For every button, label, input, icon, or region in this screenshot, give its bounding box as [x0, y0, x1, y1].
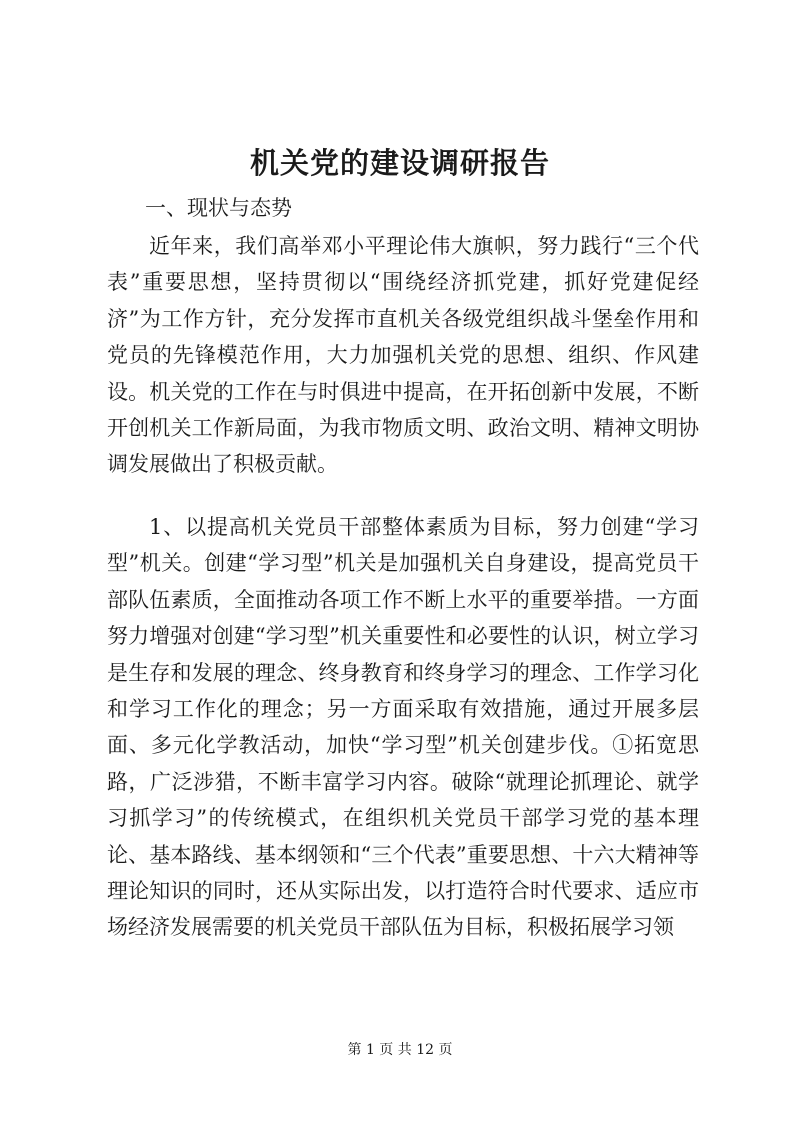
body-paragraph: 1、以提高机关党员干部整体素质为目标，努力创建“学习型”机关。创建“学习型”机关是加强机关自身建设，提高党员干部队伍素质，全面推动各项工作不断上水平的重要举措。一方面努力增强对创建“学习型”机关重要性和必要性的认识，树立学习是生存和发展的理念、终身教育和终身学习的理念、工作学习化和学习工作化的理念；另一方面采取有效措施，通过开展多层面、多元化学教活动，加快“学习型”机关创建步伐。①拓宽思路，广泛涉猎，不断丰富学习内容。破除“就理论抓理论、就学习抓学习”的传统模式，在组织机关党员干部学习党的基本理论、基本路线、基本纲领和“三个代表”重要思想、十六大精神等理论知识的同时，还从实际出发，以打造符合时代要求、适应市场经济发展需要的机关党员干部队伍为目标，积极拓展学习领	[107, 515, 699, 940]
body-paragraph: 近年来，我们高举邓小平理论伟大旗帜，努力践行“三个代表”重要思想，坚持贯彻以“围绕经济抓党建，抓好党建促经济”为工作方针，充分发挥市直机关各级党组织战斗堡垒作用和党员的先锋模范作用，大力加强机关党的思想、组织、作风建设。机关党的工作在与时俱进中提高，在开拓创新中发展，不断开创机关工作新局面，为我市物质文明、政治文明、精神文明协调发展做出了积极贡献。	[107, 234, 699, 477]
page-footer: 第 1 页 共 12 页	[347, 1042, 453, 1058]
section-heading: 一、现状与态势	[145, 196, 292, 220]
document-title: 机关党的建设调研报告	[249, 146, 550, 180]
